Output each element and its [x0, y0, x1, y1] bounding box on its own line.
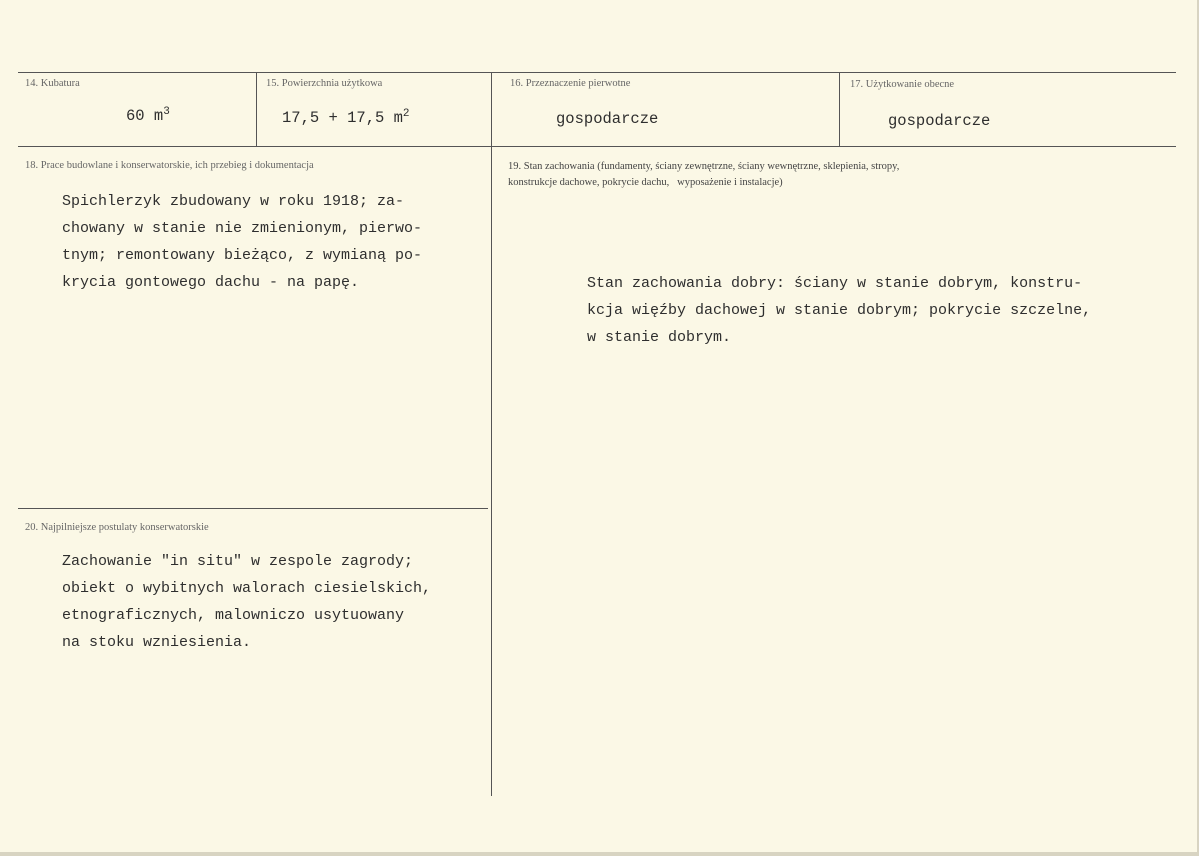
field-18-line: krycia gontowego dachu - na papę. — [62, 274, 360, 291]
field-17-value: gospodarcze — [888, 112, 991, 130]
field-18-label: 18. Prace budowlane i konserwatorskie, ich przebieg i dokumentacja — [25, 160, 314, 171]
field-14-label: 14. Kubatura — [25, 78, 80, 89]
field-16-value: gospodarcze — [556, 110, 659, 128]
field-15-value-text: 17,5 + 17,5 m — [282, 109, 403, 128]
field-20-line: etnograficznych, malowniczo usytuowany — [62, 607, 405, 624]
field-19-line: w stanie dobrym. — [587, 329, 732, 346]
column-divider-3 — [839, 72, 840, 146]
field-20-line: Zachowanie "in situ" w zespole zagrody; — [62, 553, 414, 570]
field-18-line: Spichlerzyk zbudowany w roku 1918; za- — [62, 193, 405, 210]
field-19-line: Stan zachowania dobry: ściany w stanie dobrym, konstru- — [587, 275, 1083, 292]
field-14-unit-exponent: 3 — [163, 106, 170, 118]
field-18-line: chowany w stanie nie zmienionym, pierwo- — [62, 220, 423, 237]
field-20-label: 20. Najpilniejsze postulaty konserwatorskie — [25, 522, 209, 533]
field-15-unit-exponent: 2 — [402, 108, 410, 120]
section-18-20-divider — [18, 508, 488, 509]
field-19-label — [508, 159, 899, 191]
field-20-line: na stoku wzniesienia. — [62, 634, 252, 651]
field-19-line: kcja więźby dachowej w stanie dobrym; pokrycie szczelne, — [587, 302, 1092, 319]
field-17-label: 17. Użytkowanie obecne — [850, 79, 955, 90]
field-19-label-line: konstrukcje dachowe, pokrycie dachu, wyposażenie i instalacje) — [508, 177, 783, 188]
field-16-label: 16. Przeznaczenie pierwotne — [510, 78, 631, 89]
column-divider-2 — [491, 72, 492, 796]
field-20-line: obiekt o wybitnych walorach ciesielskich, — [62, 580, 432, 597]
top-rule — [18, 72, 1176, 73]
field-15-value — [282, 108, 410, 127]
column-divider-1 — [256, 72, 257, 146]
field-15-label: 15. Powierzchnia użytkowa — [266, 78, 383, 89]
field-14-value — [126, 106, 170, 125]
field-18-line: tnym; remontowany bieżąco, z wymianą po- — [62, 247, 423, 264]
field-19-text — [587, 270, 1091, 351]
header-row-rule — [18, 146, 1176, 147]
field-20-text — [62, 548, 431, 656]
field-14-value-text: 60 m — [126, 107, 164, 126]
field-18-text — [62, 188, 422, 296]
field-19-label-line: 19. Stan zachowania (fundamenty, ściany zewnętrzne, ściany wewnętrzne, sklepienia, stropy, — [508, 161, 900, 172]
